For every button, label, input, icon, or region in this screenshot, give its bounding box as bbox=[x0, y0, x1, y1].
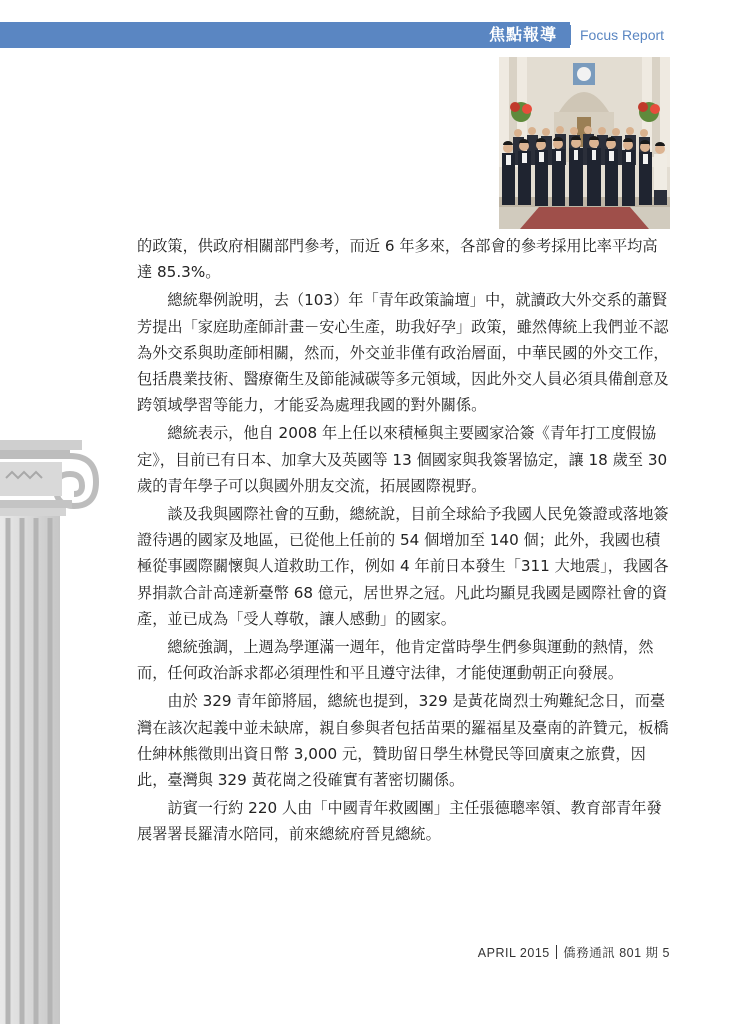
paragraph: 總統強調，上週為學運滿一週年，他肯定當時學生們參與運動的熱情，然而，任何政治訴求都必須理性和平且遵守法律，才能使運動朝正向發展。 bbox=[137, 638, 654, 683]
footer-separator bbox=[556, 945, 558, 959]
paragraph: 由於 329 青年節將屆，總統也提到，329 是黃花崗烈士殉難紀念日，而臺灣在該次起義中並未缺席，親自參與者包括苗栗的羅福星及臺南的許贊元，板橋仕紳林熊徵則出資日幣 3,000 元，贊助留日學生林覺民等回廣東之旅費，因此，臺灣與 329 黃花崗之役確實有著密切關係。 bbox=[137, 692, 669, 790]
header-divider bbox=[570, 25, 571, 45]
header-english-title: Focus Report bbox=[580, 27, 665, 43]
footer-date: APRIL 2015 bbox=[477, 946, 550, 960]
group-photo bbox=[499, 57, 670, 229]
paragraph: 的政策，供政府相關部門參考，而近 6 年多來，各部會的參考採用比率平均高達 85.3%。 bbox=[137, 237, 658, 282]
page-number: 5 bbox=[662, 946, 670, 960]
header-section-title: 焦點報導 bbox=[488, 25, 557, 44]
paragraph: 談及我與國際社會的互動，總統說，目前全球給予我國人民免簽證或落地簽證待遇的國家及地區，已從他上任前的 54 個增加至 140 個；此外，我國也積極從事國際關懷與人道救助工作，例如 4 年前日本發生「311 大地震」，我國各界捐款合計高達新臺幣 68 億元，居世界之冠。凡此均顯見我國是國際社會的資產，並已成為「受人尊敬，讓人感動」的國家。 bbox=[137, 505, 669, 628]
paragraph: 總統舉例說明，去（103）年「青年政策論壇」中，就讀政大外交系的蕭賢芳提出「家庭助產師計畫－安心生產，助我好孕」政策，雖然傳統上我們並不認為外交系與助產師相關，然而，外交並非僅有政治層面，中華民國的外交工作，包括農業技術、醫療衛生及節能減碳等多元領域，因此外交人員必須具備創意及跨領域學習等能力，才能妥為處理我國的對外關係。 bbox=[137, 291, 669, 415]
paragraph: 訪賓一行約 220 人由「中國青年救國團」主任張德聰率領、教育部青年發展署署長羅清水陪同，前來總統府晉見總統。 bbox=[137, 799, 662, 844]
ionic-column-decoration bbox=[0, 440, 100, 1024]
paragraph: 總統表示，他自 2008 年上任以來積極與主要國家洽簽《青年打工度假協定》，目前已有日本、加拿大及英國等 13 個國家與我簽署協定，讓 18 歲至 30 歲的青年學子可以與國外朋友交流，拓展國際視野。 bbox=[137, 424, 668, 495]
footer-publication: 僑務通訊 801 期 bbox=[563, 946, 659, 960]
article-body bbox=[137, 233, 671, 850]
page-footer bbox=[478, 943, 670, 961]
header-bar bbox=[0, 22, 570, 48]
